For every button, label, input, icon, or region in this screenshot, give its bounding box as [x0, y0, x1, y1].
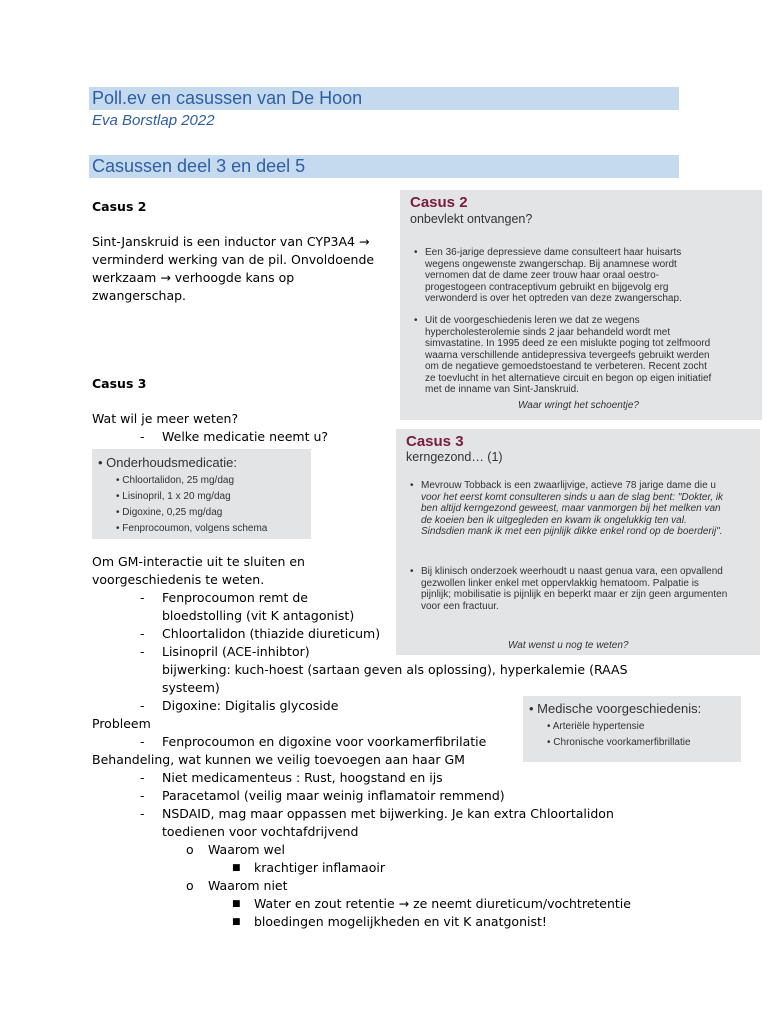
- question-bullet: Welke medicatie neemt u?: [162, 429, 329, 444]
- probleem-item: Fenprocoumon en digoxine voor voorkamerfibrilatie: [162, 734, 487, 749]
- slide-line: Uit de voorgeschiedenis leren we dat ze wegens: [425, 315, 640, 326]
- slide-line: om de negatieve gemoedstoestand te verbeteren. Recent zocht: [425, 361, 707, 372]
- slide-line: progestogeen contraceptivum gebruikt en bijgevolg erg: [425, 281, 669, 293]
- medicatie-item: • Fenprocoumon, volgens schema: [116, 523, 268, 534]
- slide-subtitle: kerngezond… (1): [406, 450, 503, 464]
- slide-voorgeschiedenis: [523, 696, 741, 762]
- behandeling-item: Niet medicamenteus : Rust, hoogstand en ijs: [162, 770, 443, 785]
- medicatie-item: • Lisinopril, 1 x 20 mg/dag: [116, 491, 231, 502]
- question-text: Wat wil je meer weten?: [92, 411, 239, 426]
- probleem-label: Probleem: [92, 716, 151, 731]
- casus2-line-2: verminderd werking van de pil. Onvoldoende: [92, 252, 375, 267]
- dash-marker: -: [140, 590, 145, 605]
- dash-marker: -: [140, 770, 145, 785]
- square-bullet: ■: [232, 899, 241, 909]
- dash-item: Digoxine: Digitalis glycoside: [162, 698, 339, 713]
- dash-marker: -: [140, 806, 145, 821]
- waarom-wel-item: krachtiger inflamaoir: [254, 860, 385, 875]
- dash-item: Fenprocoumon remt de: [162, 590, 308, 605]
- dash-marker: -: [140, 644, 145, 659]
- dash-marker: -: [140, 626, 145, 641]
- dash-item: Chloortalidon (thiazide diureticum): [162, 626, 381, 641]
- slide-line: wegens ongewenste zwangerschap. Bij anamnese wordt: [425, 258, 677, 270]
- gm-line-1: Om GM-interactie uit te sluiten en: [92, 554, 305, 569]
- behandeling-item: Paracetamol (veilig maar weinig inflamatoir remmend): [162, 788, 505, 803]
- slide-line: gezwollen linker enkel met oppervlakkig hematoom. Palpatie is: [421, 577, 699, 589]
- slide-line: waarna verschillende antidepressiva tevergeefs gebruikt werden: [425, 349, 710, 361]
- slide-line: verwonderd is over het optreden van deze zwangerschap.: [425, 293, 682, 304]
- medicatie-item: • Digoxine, 0,25 mg/dag: [116, 507, 223, 518]
- slide-line: pijnlijk; mobilisatie is pijnlijk en beperkt maar er zijn geen argumenten: [421, 589, 728, 600]
- behandeling-item: NSDAID, mag maar oppassen met bijwerking. Je kan extra Chloortalidon: [162, 806, 614, 821]
- dash-item-continuation: bloedstolling (vit K antagonist): [162, 608, 355, 623]
- square-bullet: ■: [232, 863, 241, 873]
- section-heading: Casussen deel 3 en deel 5: [89, 155, 679, 178]
- document-author: Eva Borstlap 2022: [92, 112, 215, 129]
- slide-line: ze toevlucht in het alternatieve circuit en begon op eigen initiatief: [425, 372, 712, 384]
- slide-paragraph: [425, 247, 757, 305]
- slide-subtitle: onbevlekt ontvangen?: [410, 212, 533, 226]
- dash-marker: -: [140, 788, 145, 803]
- casus2-line-3: werkzaam → verhoogde kans op: [92, 270, 295, 285]
- bullet-icon: •: [410, 566, 414, 577]
- slide-line: de koeien ben ik uitgegleden en kwam ik ongelukkig ten val.: [421, 514, 687, 526]
- slide-paragraph: [425, 315, 757, 396]
- bullet-icon: •: [414, 247, 418, 258]
- waarom-wel: Waarom wel: [208, 842, 285, 857]
- medicatie-item-text: Lisinopril, 1 x 20 mg/dag: [122, 491, 231, 502]
- circle-bullet: o: [186, 878, 194, 893]
- slide-line: hypercholesterolemie sinds 2 jaar behandeld wordt met: [425, 326, 671, 338]
- casus2-line-1: Sint-Janskruid is een inductor van CYP3A4 →: [92, 234, 370, 249]
- slide-onderhoudsmedicatie: [92, 449, 311, 539]
- slide-casus2: [400, 190, 762, 420]
- gm-line-2: voorgeschiedenis te weten.: [92, 572, 265, 587]
- slide-line: Bij klinisch onderzoek weerhoudt u naast genua vara, een opvallend: [421, 566, 723, 577]
- waarom-niet-item: bloedingen mogelijkheden en vit K anatgonist!: [254, 914, 547, 929]
- voorgeschiedenis-item-text: Chronische voorkamerfibrillatie: [553, 737, 691, 748]
- casus3-heading: Casus 3: [92, 376, 147, 391]
- medicatie-heading-text: Onderhoudsmedicatie:: [106, 455, 237, 470]
- document-title: Poll.ev en casussen van De Hoon: [89, 87, 679, 110]
- slide-line: Sindsdien mank ik met een pijnlijk dikke enkel rond op de boerderij".: [421, 526, 723, 537]
- behandeling-label: Behandeling, wat kunnen we veilig toevoegen aan haar GM: [92, 752, 465, 767]
- voorgeschiedenis-item: • Chronische voorkamerfibrillatie: [547, 737, 691, 748]
- medicatie-item-text: Fenprocoumon, volgens schema: [122, 523, 268, 534]
- slide-question: Wat wenst u nog te weten?: [508, 640, 629, 651]
- voorgeschiedenis-item-text: Arteriële hypertensie: [552, 721, 645, 732]
- dash-item-continuation: bijwerking: kuch-hoest (sartaan geven als oplossing), hyperkalemie (RAAS: [162, 662, 628, 677]
- voorgeschiedenis-item: • Arteriële hypertensie: [547, 721, 645, 732]
- slide-line: voor het eerst komt consulteren sinds u aan de slag bent: "Dokter, ik: [421, 491, 724, 503]
- waarom-niet-item: Water en zout retentie → ze neemt diureticum/vochtretentie: [254, 896, 631, 911]
- bullet-icon: •: [410, 480, 414, 491]
- slide-line: Een 36-jarige depressieve dame consulteert haar huisarts: [425, 247, 682, 258]
- medicatie-heading: • Onderhoudsmedicatie:: [98, 455, 237, 470]
- slide-line: Mevrouw Tobback is een zwaarlijvige, actieve 78 jarige dame die u: [421, 480, 716, 491]
- slide-title: Casus 2: [410, 194, 468, 211]
- slide-question: Waar wringt het schoentje?: [518, 400, 639, 411]
- dash-marker: -: [140, 734, 145, 749]
- casus2-line-4: zwangerschap.: [92, 288, 187, 303]
- dash-marker: -: [140, 698, 145, 713]
- casus2-heading: Casus 2: [92, 199, 147, 214]
- slide-line: voor een fractuur.: [421, 600, 499, 612]
- slide-title: Casus 3: [406, 433, 464, 450]
- circle-bullet: o: [186, 842, 194, 857]
- slide-line: met de inname van Sint-Janskruid.: [425, 384, 579, 395]
- medicatie-item-text: Chloortalidon, 25 mg/dag: [122, 475, 235, 486]
- behandeling-item-continuation: toedienen voor vochtafdrijvend: [162, 824, 359, 839]
- dash-marker: -: [140, 429, 145, 444]
- medicatie-item: • Chloortalidon, 25 mg/dag: [116, 475, 235, 486]
- slide-paragraph: [421, 480, 756, 538]
- dash-item: Lisinopril (ACE-inhibtor): [162, 644, 310, 659]
- slide-casus3: [396, 429, 760, 655]
- medicatie-item-text: Digoxine, 0,25 mg/dag: [122, 507, 223, 518]
- slide-paragraph: [421, 566, 756, 612]
- slide-line: ben altijd kerngezond geweest, maar vanmorgen bij het melken van: [421, 503, 721, 514]
- slide-line: simvastatine. In 1995 deed ze een mislukte poging tot zelfmoord: [425, 338, 711, 349]
- voorgeschiedenis-heading: • Medische voorgeschiedenis:: [529, 701, 702, 716]
- square-bullet: ■: [232, 917, 241, 927]
- slide-line: vernomen dat de dame zeer trouw haar oraal oestro-: [425, 270, 660, 281]
- dash-item-continuation: systeem): [162, 680, 220, 695]
- bullet-icon: •: [414, 315, 418, 326]
- waarom-niet: Waarom niet: [208, 878, 288, 893]
- voorgeschiedenis-heading-text: Medische voorgeschiedenis:: [537, 701, 702, 716]
